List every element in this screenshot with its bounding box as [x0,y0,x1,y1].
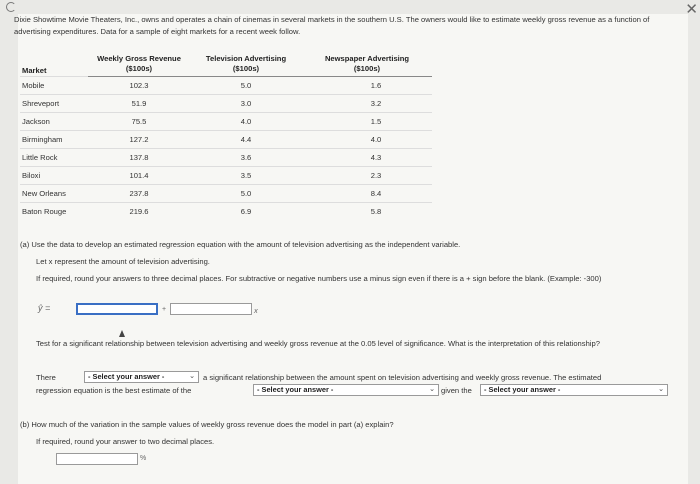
table-row [20,95,432,113]
relationship-select[interactable] [84,371,199,383]
cell-news: 2.3 [302,167,432,185]
col-tv-unit: ($100s) [190,64,302,77]
cell-tv: 3.0 [190,95,302,113]
variation-percent-input[interactable] [56,453,138,465]
given-select-value: - Select your answer - [484,385,561,394]
cell-tv: 4.4 [190,131,302,149]
estimate-select-value: - Select your answer - [257,385,334,394]
cell-market: New Orleans [20,185,88,203]
cell-tv: 6.9 [190,203,302,221]
chevron-down-icon: ⌄ [189,373,195,380]
cell-tv: 5.0 [190,185,302,203]
col-revenue: Weekly Gross Revenue [97,54,181,63]
intercept-input[interactable] [76,303,158,315]
chevron-down-icon: ⌄ [429,386,435,393]
cell-tv: 3.5 [190,167,302,185]
cell-market: Shreveport [20,95,88,113]
cell-news: 3.2 [302,95,432,113]
cell-revenue: 127.2 [88,131,190,149]
cell-news: 5.8 [302,203,432,221]
cell-market: Little Rock [20,149,88,167]
cell-revenue: 75.5 [88,113,190,131]
table-row [20,113,432,131]
part-a-question: (a) Use the data to develop an estimated regression equation with the amount of television advertising as the independent variable. [20,240,461,249]
cell-market: Birmingham [20,131,88,149]
chevron-down-icon: ⌄ [658,386,664,393]
rounding-text-a: If required, round your answers to three decimal places. For subtractive or negative numbers use a minus sign even if there is a + sign before the blank. (Example: -300) [36,274,602,283]
cell-revenue: 219.6 [88,203,190,221]
col-news: Newspaper Advertising [324,54,410,63]
cell-tv: 5.0 [190,77,302,95]
cell-revenue: 51.9 [88,95,190,113]
x-variable: x [254,306,258,315]
given-the-label: given the [441,386,472,395]
cell-tv: 3.6 [190,149,302,167]
plus-sign: + [162,306,167,313]
cell-market: Baton Rouge [20,203,88,221]
problem-intro: Dixie Showtime Movie Theaters, Inc., owns and operates a chain of cinemas in several markets in the southern U.S. The owners would like to estimate weekly gross revenue as a function of advertising expenditures. Data for a sample of eight markets for a recent week follow. [14,15,650,36]
cell-revenue: 102.3 [88,77,190,95]
regression-text: regression equation is the best estimate of the [36,386,192,395]
there-label: There [36,373,56,382]
col-news-unit: ($100s) [302,64,432,77]
cell-news: 4.3 [302,149,432,167]
estimate-select[interactable] [253,384,439,396]
col-revenue-unit: ($100s) [88,64,190,77]
cell-market: Biloxi [20,167,88,185]
slope-input[interactable] [170,303,252,315]
col-tv: Television Advertising [205,54,287,63]
cell-news: 4.0 [302,131,432,149]
cell-revenue: 101.4 [88,167,190,185]
table-row [20,149,432,167]
cell-revenue: 237.8 [88,185,190,203]
rounding-text-b: If required, round your answer to two decimal places. [36,437,215,446]
cell-market: Mobile [20,77,88,95]
percent-sign: % [140,455,147,462]
col-market: Market [22,66,47,75]
significance-question: Test for a significant relationship between television advertising and weekly gross revenue at the 0.05 level of significance. What is the interpretation of this relationship? [36,339,600,348]
relationship-select-value: - Select your answer - [88,372,165,381]
cell-revenue: 137.8 [88,149,190,167]
mouse-cursor-icon [119,330,125,337]
part-b-question: (b) How much of the variation in the sample values of weekly gross revenue does the model in part (a) explain? [20,420,394,429]
table-row [20,131,432,149]
close-icon[interactable]: ✕ [685,1,698,18]
table-row [20,167,432,185]
let-x-text: Let x represent the amount of television advertising. [36,257,210,266]
given-select[interactable] [480,384,668,396]
relationship-mid-text: a significant relationship between the amount spent on television advertising and weekly gross revenue. The estimated [203,373,602,382]
yhat-symbol: ŷ = [38,303,51,313]
table-row [20,203,432,221]
table-row [20,77,432,95]
data-table [20,52,432,220]
table-row [20,185,432,203]
cell-news: 8.4 [302,185,432,203]
cell-tv: 4.0 [190,113,302,131]
refresh-icon[interactable] [6,2,16,12]
cell-news: 1.6 [302,77,432,95]
cell-market: Jackson [20,113,88,131]
cell-news: 1.5 [302,113,432,131]
